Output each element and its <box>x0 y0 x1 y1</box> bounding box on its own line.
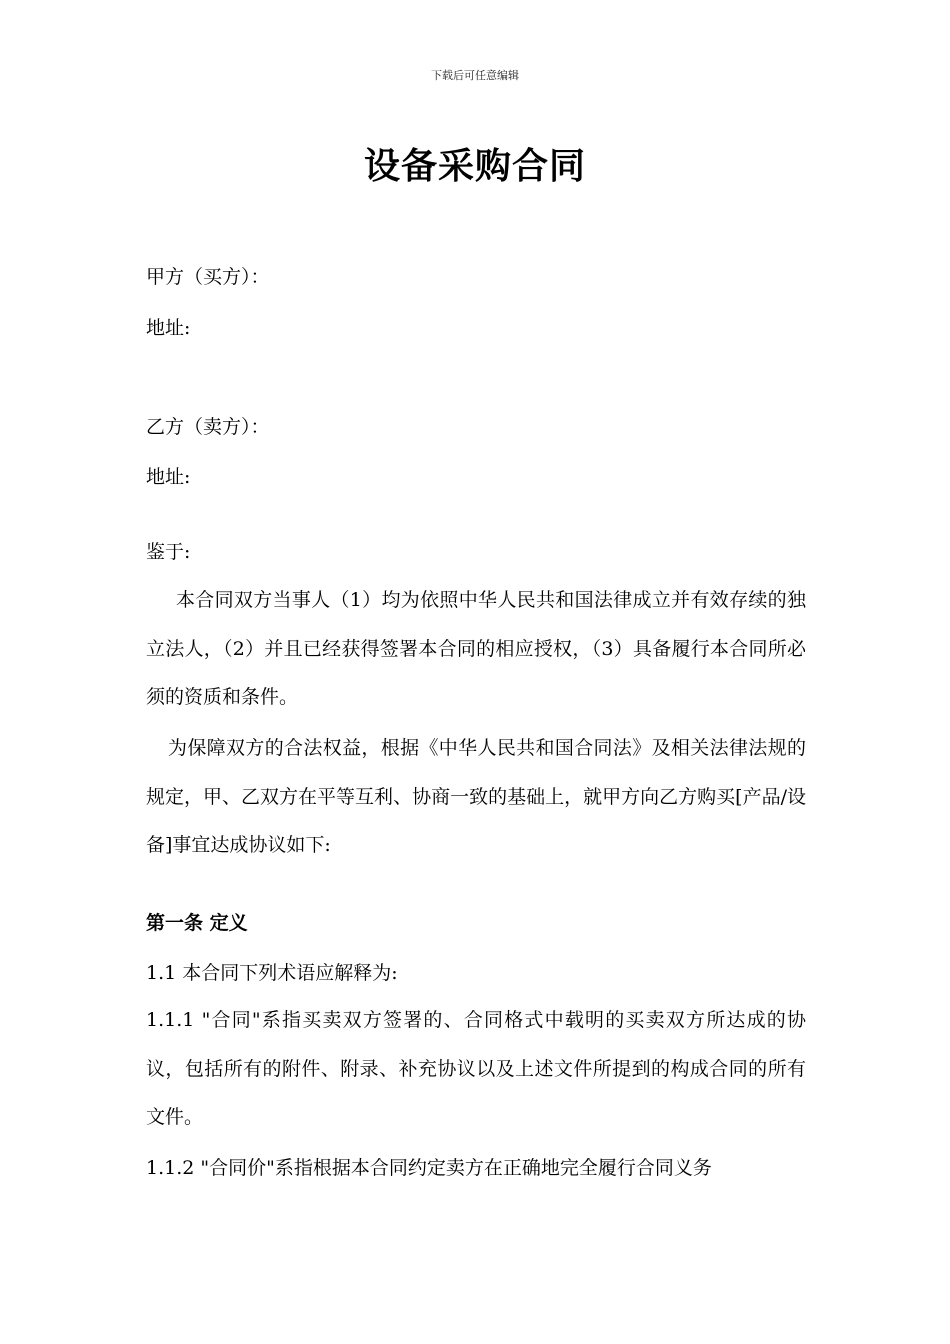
party-b-label: 乙方（卖方）： <box>146 416 270 438</box>
party-b-address: 地址: <box>146 466 191 488</box>
clause-1-1-1: 1.1.1 "合同"系指买卖双方签署的、合同格式中载明的买卖双方所达成的协议，包括所有的附件、附录、补充协议以及上述文件所提到的构成合同的所有文件。 <box>146 1009 806 1128</box>
header-note: 下载后可任意编辑 <box>431 69 519 82</box>
party-a-label: 甲方（买方）： <box>146 266 270 288</box>
clause-1-1: 1.1 本合同下列术语应解释为: <box>146 962 398 984</box>
clause-1-1-2: 1.1.2 "合同价"系指根据本合同约定卖方在正确地完全履行合同义务 <box>146 1157 712 1179</box>
preamble-paragraph-1: 本合同双方当事人（1）均为依照中华人民共和国法律成立并有效存续的独立法人，（2）并且已经获得签署本合同的相应授权，（3）具备履行本合同所必须的资质和条件。 <box>146 589 806 708</box>
preamble-paragraph-2: 为保障双方的合法权益，根据《中华人民共和国合同法》及相关法律法规的规定，甲、乙双方在平等互利、协商一致的基础上，就甲方向乙方购买[产品/设备]事宜达成协议如下: <box>146 737 806 856</box>
document-title: 设备采购合同 <box>363 146 586 187</box>
party-a-address: 地址: <box>146 317 191 339</box>
article-1-heading: 第一条 定义 <box>146 912 248 934</box>
whereas-label: 鉴于: <box>146 541 191 563</box>
